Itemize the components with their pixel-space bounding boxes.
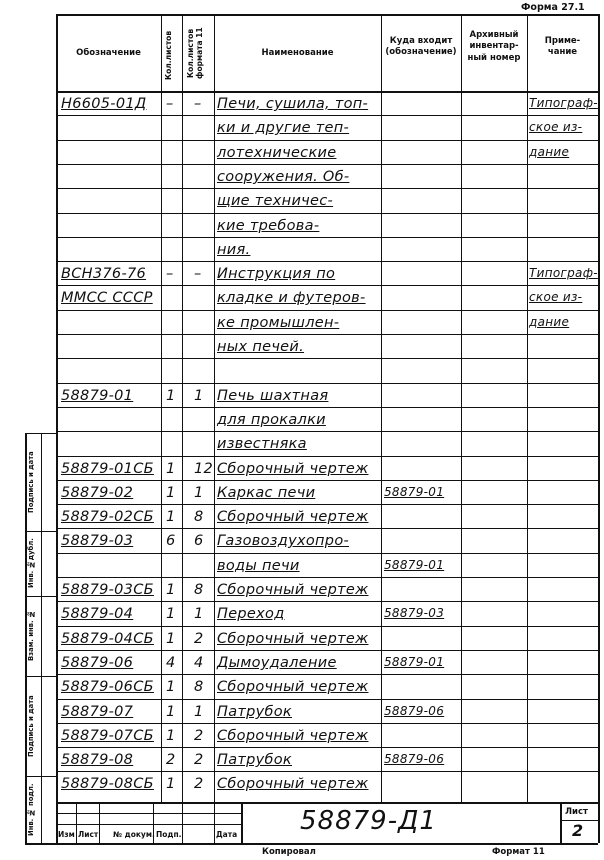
cell-formats: 1 bbox=[194, 606, 204, 622]
cell-name: Переход bbox=[217, 606, 285, 622]
cell-designation: 58879-07 bbox=[61, 704, 134, 720]
cell-name: Газовоздухопро- bbox=[217, 533, 350, 549]
header-name: Наименование bbox=[261, 48, 334, 58]
cell-name: для прокалки bbox=[217, 412, 326, 428]
cell-sheets: 1 bbox=[166, 582, 176, 598]
cell-formats: – bbox=[194, 96, 202, 112]
cell-where-used: 58879-01 bbox=[384, 655, 445, 669]
footer-copied: Копировал bbox=[262, 847, 316, 857]
cell-sheets: 1 bbox=[166, 606, 176, 622]
cell-sheets: 1 bbox=[166, 728, 176, 744]
cell-sheets: 1 bbox=[166, 461, 176, 477]
cell-note: Типограф- bbox=[529, 266, 598, 280]
cell-formats: 4 bbox=[194, 655, 204, 671]
cell-name: Каркас печи bbox=[217, 485, 316, 501]
cell-sheets: 1 bbox=[166, 704, 176, 720]
cell-designation: 58879-06СБ bbox=[61, 679, 154, 695]
cell-designation: 58879-02СБ bbox=[61, 509, 154, 525]
cell-sheets: 6 bbox=[166, 533, 176, 549]
cell-note: Типограф- bbox=[529, 96, 598, 110]
cell-name: Печи, сушила, топ- bbox=[217, 96, 369, 112]
cell-formats: 1 bbox=[194, 704, 204, 720]
header-where-used: Куда входит (обозначение) bbox=[385, 36, 457, 58]
stamp-sheet-label: Лист bbox=[78, 830, 99, 839]
cell-formats: 2 bbox=[194, 728, 204, 744]
cell-designation: ММСС СССР bbox=[61, 290, 153, 306]
side-label-dup-inv: Инв. №дубл. bbox=[27, 538, 35, 589]
cell-formats: 12 bbox=[194, 461, 214, 477]
cell-formats: 2 bbox=[194, 631, 204, 647]
cell-designation: 58879-01СБ bbox=[61, 461, 154, 477]
cell-where-used: 58879-01 bbox=[384, 485, 445, 499]
cell-note: дание bbox=[529, 145, 570, 159]
header-archive-no: Архивный инвентар- ный номер bbox=[467, 30, 521, 63]
cell-designation: 58879-03СБ bbox=[61, 582, 154, 598]
side-label-replace-inv: Взам. инв. № bbox=[27, 610, 35, 662]
cell-name: Инструкция по bbox=[217, 266, 336, 282]
side-label-orig-inv: Инв. № подл. bbox=[27, 783, 35, 836]
cell-name: Печь шахтная bbox=[217, 388, 329, 404]
cell-formats: 8 bbox=[194, 679, 204, 695]
cell-name: Сборочный чертеж bbox=[217, 582, 369, 598]
cell-sheets: 1 bbox=[166, 388, 176, 404]
stamp-document-code: 58879-Д1 bbox=[300, 806, 437, 836]
cell-name: Сборочный чертеж bbox=[217, 728, 369, 744]
cell-designation: 58879-07СБ bbox=[61, 728, 154, 744]
cell-sheets: 1 bbox=[166, 509, 176, 525]
cell-designation: 58879-03 bbox=[61, 533, 134, 549]
cell-formats: 2 bbox=[194, 776, 204, 792]
stamp-sheet-label-right: Лист bbox=[565, 807, 588, 817]
stamp-doc-no-label: № докум. bbox=[113, 830, 155, 839]
cell-name: ки и другие теп- bbox=[217, 120, 350, 136]
cell-sheets: 1 bbox=[166, 679, 176, 695]
header-sheet-count: Кол.листов bbox=[164, 30, 173, 80]
cell-sheets: – bbox=[166, 266, 174, 282]
header-format-count: Кол.листов формата 11 bbox=[186, 27, 204, 79]
footer-format: Формат 11 bbox=[492, 847, 545, 857]
stamp-change-label: Изм bbox=[58, 830, 75, 839]
cell-where-used: 58879-03 bbox=[384, 606, 445, 620]
cell-sheets: 1 bbox=[166, 776, 176, 792]
cell-name: Дымоудаление bbox=[217, 655, 337, 671]
stamp-sheet-number: 2 bbox=[572, 821, 584, 840]
cell-name: кие требова- bbox=[217, 218, 320, 234]
cell-designation: 58879-01 bbox=[61, 388, 134, 404]
cell-formats: 2 bbox=[194, 752, 204, 768]
cell-where-used: 58879-01 bbox=[384, 558, 445, 572]
cell-sheets: – bbox=[166, 96, 174, 112]
cell-designation: 58879-08 bbox=[61, 752, 134, 768]
cell-formats: 1 bbox=[194, 388, 204, 404]
cell-formats: 1 bbox=[194, 485, 204, 501]
cell-name: воды печи bbox=[217, 558, 300, 574]
cell-note: ское из- bbox=[529, 120, 583, 134]
cell-name: Сборочный чертеж bbox=[217, 461, 369, 477]
cell-name: ния. bbox=[217, 242, 251, 258]
cell-name: лотехнические bbox=[217, 145, 337, 161]
cell-name: Сборочный чертеж bbox=[217, 631, 369, 647]
cell-note: дание bbox=[529, 315, 570, 329]
cell-sheets: 2 bbox=[166, 752, 176, 768]
cell-name: Сборочный чертеж bbox=[217, 776, 369, 792]
cell-name: Патрубок bbox=[217, 752, 292, 768]
cell-name: щие техничес- bbox=[217, 193, 334, 209]
cell-sheets: 4 bbox=[166, 655, 176, 671]
cell-name: ке промышлен- bbox=[217, 315, 340, 331]
side-label-sign-date-1: Подпись и дата bbox=[27, 451, 35, 513]
cell-designation: 58879-04СБ bbox=[61, 631, 154, 647]
cell-designation: 58879-08СБ bbox=[61, 776, 154, 792]
cell-formats: 8 bbox=[194, 582, 204, 598]
stamp-sign-label: Подп. bbox=[156, 830, 182, 839]
cell-formats: – bbox=[194, 266, 202, 282]
cell-note: ское из- bbox=[529, 290, 583, 304]
cell-sheets: 1 bbox=[166, 485, 176, 501]
cell-name: Сборочный чертеж bbox=[217, 509, 369, 525]
cell-formats: 8 bbox=[194, 509, 204, 525]
cell-where-used: 58879-06 bbox=[384, 704, 445, 718]
cell-formats: 6 bbox=[194, 533, 204, 549]
cell-name: ных печей. bbox=[217, 339, 305, 355]
cell-designation: 58879-04 bbox=[61, 606, 134, 622]
cell-name: известняка bbox=[217, 436, 307, 452]
cell-sheets: 1 bbox=[166, 631, 176, 647]
header-designation: Обозначение bbox=[76, 48, 141, 58]
form-number: Форма 27.1 bbox=[521, 2, 585, 13]
cell-designation: 58879-02 bbox=[61, 485, 134, 501]
header-note: Приме- чание bbox=[544, 36, 581, 58]
stamp-date-label: Дата bbox=[216, 830, 238, 839]
side-label-sign-date-2: Подпись и дата bbox=[27, 695, 35, 757]
cell-name: Сборочный чертеж bbox=[217, 679, 369, 695]
cell-name: сооружения. Об- bbox=[217, 169, 350, 185]
cell-designation: ВСН376-76 bbox=[61, 266, 147, 282]
cell-designation: 58879-06 bbox=[61, 655, 134, 671]
cell-name: Патрубок bbox=[217, 704, 292, 720]
cell-name: кладке и футеров- bbox=[217, 290, 366, 306]
cell-designation: Н6605-01Д bbox=[61, 96, 147, 112]
cell-where-used: 58879-06 bbox=[384, 752, 445, 766]
